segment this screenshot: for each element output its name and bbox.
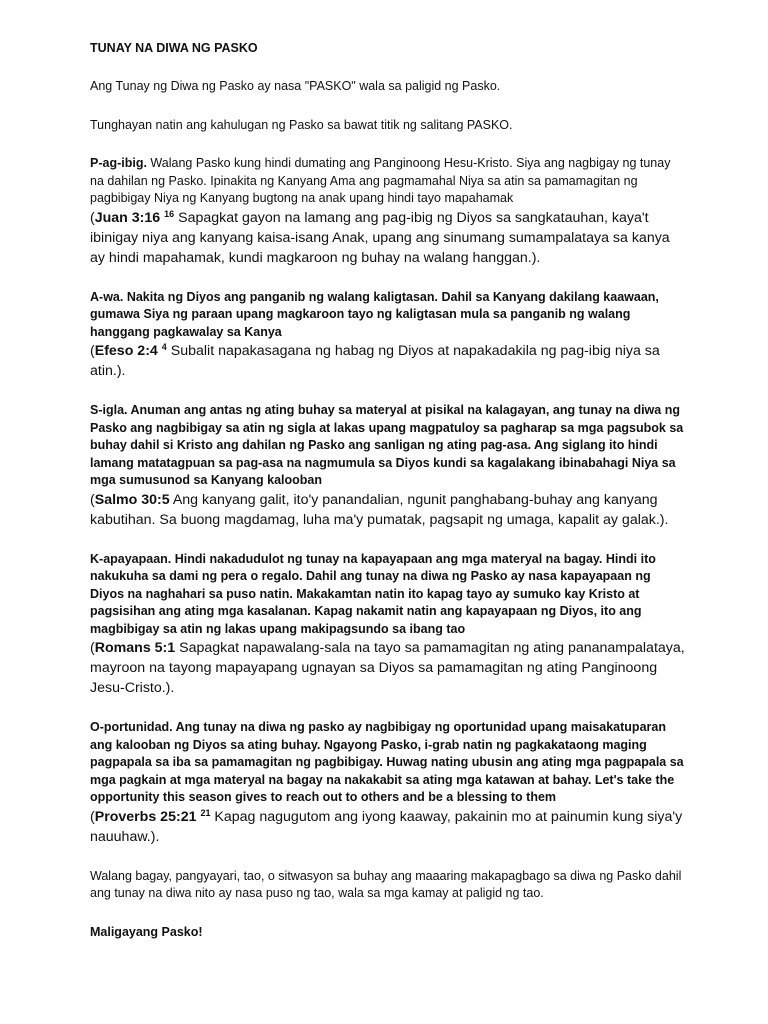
- verse-reference: Juan 3:16: [94, 209, 161, 226]
- verse-number: 16: [164, 208, 175, 219]
- section-paragraph: [90, 402, 686, 490]
- verse-number: 21: [200, 807, 211, 818]
- section-text: Hindi nakadudulot ng tunay na kapayapaan ang mga materyal na bagay. Hindi ito nakukuha sa dami ng pera o regalo. Dahil ang tunay na diwa ng Pasko ay nasa kapayapaan ng Diyos na naghahari sa puso natin. Makakamtan natin ito kapag tayo ay sumuko kay Kristo at pagsisihan ang ating mga kasalanan. Kapag nakamit natin ang kapayapaan ng Diyos, ito ang magbibigay sa atin ng lakas upang makipagsundo sa ibang tao: [90, 551, 656, 636]
- section-paragraph: [90, 155, 686, 208]
- section-kapayapaan: [90, 551, 686, 699]
- section-paragraph: [90, 719, 686, 807]
- verse-reference: Proverbs 25:21: [94, 808, 197, 825]
- section-lead: A-wa.: [90, 289, 124, 304]
- section-sigla: [90, 402, 686, 530]
- section-paragraph: [90, 289, 686, 342]
- bible-verse: (Romans 5:1 Sapagkat napawalang-sala na tayo sa pamamagitan ng ating pananampalataya, mayroon na tayong mapayapang ugnayan sa Diyos sa pamamagitan ng ating Panginoong Jesu-Cristo.).: [90, 640, 685, 696]
- conclusion-paragraph: Walang bagay, pangyayari, tao, o sitwasyon sa buhay ang maaaring makapagbago sa diwa ng Pasko dahil ang tunay na diwa nito ay nasa puso ng tao, wala sa mga kamay at paligid ng tao.: [90, 868, 682, 900]
- section-text: Anuman ang antas ng ating buhay sa materyal at pisikal na kalagayan, ang tunay na diwa ng Pasko ang nagbibigay sa atin ng sigla at lakas upang magpatuloy sa pagharap sa mga pagsubok sa buhay dahil si Kristo ang dahilan ng Pasko ang sanligan ng ating pag-asa. Ang siglang ito hindi lamang matatagpuan sa pag-asa na nagmumula sa Diyos kundi sa kagalakang ibinabahagi Niya sa mga sumusunod sa Kanyang kalooban: [90, 403, 684, 487]
- section-pag-ibig: [90, 155, 686, 268]
- verse-number: 4: [161, 342, 167, 352]
- section-lead: K-apayapaan.: [90, 551, 172, 566]
- verse-text: Subalit napakasagana ng habag ng Diyos at napakadakila ng pag-ibig niya sa atin.).: [90, 343, 660, 379]
- section-lead: O-portunidad.: [90, 720, 173, 734]
- bible-verse: (Salmo 30:5 Ang kanyang galit, ito'y panandalian, ngunit panghabang-buhay ang kanyang kabutihan. Sa buong magdamag, luha ma'y pumatak, pagsapit ng umaga, kapalit ay galak.).: [90, 491, 669, 528]
- verse-text: Kapag nagugutom ang iyong kaaway, pakainin mo at painumin kung siya'y nauuhaw.).: [90, 808, 683, 845]
- verse-reference: Salmo 30:5: [94, 491, 170, 508]
- section-text: Walang Pasko kung hindi dumating ang Panginoong Hesu-Kristo. Siya ang nagbigay ng tunay na dahilan ng Pasko. Ipinakita ng Kanyang Ama ang pagmamahal Niya sa atin sa pamamagitan ng pagbibigay Niya ng Kanyang bugtong na anak upang hindi tayo mapahamak: [90, 156, 671, 205]
- bible-verse: (Proverbs 25:21 $^{21}$ Kapag nagugutom ang iyong kaaway, pakainin mo at painumin kung siya'y nauuhaw.).: [90, 807, 683, 845]
- verse-text: Sapagkat gayon na lamang ang pag-ibig ng Diyos sa sangkatauhan, kaya't ibinigay niya ang kanyang kaisa-isang Anak, upang ang sinumang sumampalataya sa kanya ay hindi mapahamak, kundi magkaroon ng buhay na walang hanggan.).: [90, 209, 670, 266]
- verse-text: Ang kanyang galit, ito'y panandalian, ngunit panghabang-buhay ang kanyang kabutihan. Sa buong magdamag, luha ma'y pumatak, pagsapit ng umaga, kapalit ay galak.).: [90, 491, 669, 528]
- bible-verse: (Juan 3:16 $^{16}$ Sapagkat gayon na lamang ang pag-ibig ng Diyos sa sangkatauhan, kaya't ibinigay niya ang kanyang kaisa-isang Anak, upang ang sinumang sumampalataya sa kanya ay hindi mapahamak, kundi magkaroon ng buhay na walang hanggan.).: [90, 208, 670, 266]
- closing-greeting: Maligayang Pasko!: [90, 924, 203, 939]
- intro-paragraph-1: Ang Tunay ng Diwa ng Pasko ay nasa "PASKO" wala sa paligid ng Pasko.: [90, 79, 501, 93]
- verse-text: Sapagkat napawalang-sala na tayo sa pamamagitan ng ating pananampalataya, mayroon na tayong mapayapang ugnayan sa Diyos sa pamamagitan ng ating Panginoong Jesu-Cristo.).: [90, 640, 685, 696]
- bible-verse: (Efeso 2:4 $^4$ Subalit napakasagana ng habag ng Diyos at napakadakila ng pag-ibig niya sa atin.).: [90, 342, 660, 379]
- document-title: TUNAY NA DIWA NG PASKO: [90, 41, 258, 55]
- section-lead: S-igla.: [90, 403, 128, 417]
- intro-paragraph-2: Tunghayan natin ang kahulugan ng Pasko sa bawat titik ng salitang PASKO.: [90, 117, 513, 132]
- section-paragraph: [90, 551, 686, 639]
- section-oportunidad: [90, 719, 686, 847]
- section-text: Ang tunay na diwa ng pasko ay nagbibigay ng oportunidad upang maisakatuparan ang kalooban ng Diyos sa ating buhay. Ngayong Pasko, i-grab natin ng pagkakataong maging pagpapala sa iba sa pamamagitan ng pagbibigay. Huwag nating ubusin ang ating mga pagpapala sa mga pagkain at mga materyal na bagay na nakakabit sa ating mga katawan at bahay. Let's take the opportunity this season gives to reach out to others and be a blessing to them: [90, 720, 684, 804]
- section-lead: P-ag-ibig.: [90, 156, 147, 170]
- verse-reference: Romans 5:1: [94, 640, 176, 656]
- document-body: [90, 40, 686, 941]
- section-awa: [90, 289, 686, 382]
- section-text: Nakita ng Diyos ang panganib ng walang kaligtasan. Dahil sa Kanyang dakilang kaawaan, gumawa Siya ng paraan upang magkaroon tayo ng kaligtasan mula sa panganib ng walang hanggang pagkawalay sa Kanya: [90, 289, 659, 339]
- verse-reference: Efeso 2:4: [94, 343, 158, 359]
